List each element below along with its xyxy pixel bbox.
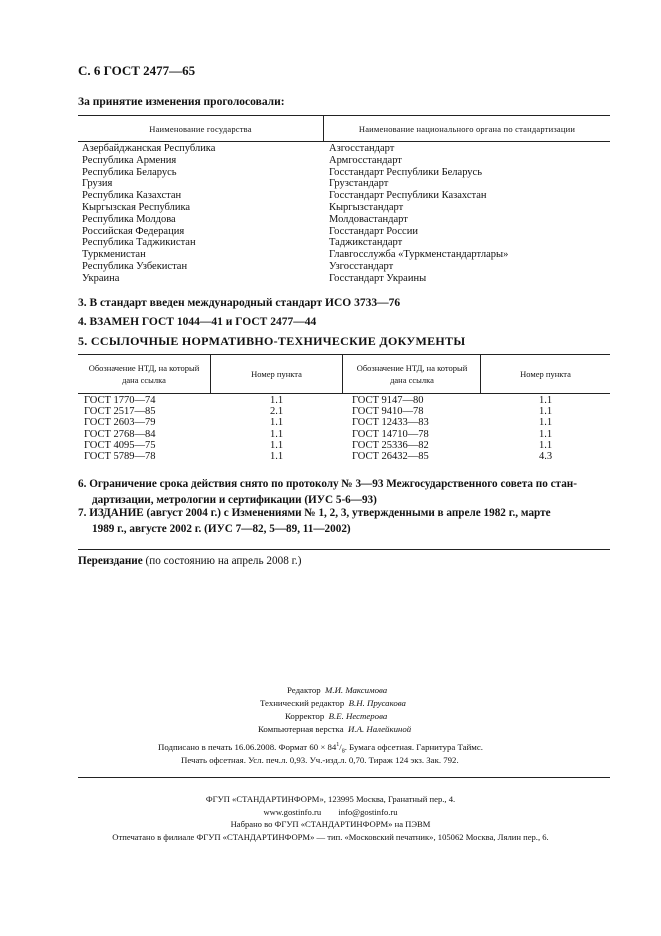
print-details-line-2: Печать офсетная. Усл. печ.л. 0,93. Уч.-изд.л. 0,70. Тираж 124 экз. Зак. 792. xyxy=(181,755,459,765)
format-text: Подписано в печать 16.06.2008. Формат 60 × 84 xyxy=(158,741,337,752)
vote-country-list xyxy=(82,143,322,285)
ref-doc: ГОСТ 26432—85 xyxy=(352,451,429,463)
ref-table-header-rule xyxy=(78,393,610,394)
ref-doc: ГОСТ 5789—78 xyxy=(84,451,156,463)
section-3: 3. В стандарт введен международный стандарт ИСО 3733—76 xyxy=(78,297,401,309)
section-5-title: 5. ССЫЛОЧНЫЕ НОРМАТИВНО-ТЕХНИЧЕСКИЕ ДОКУМЕНТЫ xyxy=(78,334,466,348)
publisher-address: ФГУП «СТАНДАРТИНФОРМ», 123995 Москва, Гранатный пер., 4. xyxy=(205,794,456,804)
publisher-footer xyxy=(0,793,661,843)
ref-doc: ГОСТ 12433—83 xyxy=(352,417,429,429)
section-6-line-1: 6. Ограничение срока действия снято по протоколу № 3—93 Межгосударственного совета по стан- xyxy=(78,478,577,490)
ref-table-top-rule xyxy=(78,354,610,355)
reprint-label: Переиздание xyxy=(78,555,143,567)
editor-name: М.И. Максимова xyxy=(325,685,388,695)
ref-right-doc-column xyxy=(352,395,478,462)
page-header: С. 6 ГОСТ 2477—65 xyxy=(78,63,196,78)
vote-country: Грузия xyxy=(82,178,113,190)
ref-doc: ГОСТ 9147—80 xyxy=(352,395,424,406)
ref-item: 1.1 xyxy=(269,439,284,451)
vote-country: Республика Армения xyxy=(82,154,177,166)
reprint-note xyxy=(78,555,301,567)
ref-doc: ГОСТ 2603—79 xyxy=(84,417,156,429)
vote-national-body: Госстандарт Республики Беларусь xyxy=(329,166,483,178)
ref-item: 1.1 xyxy=(269,428,284,440)
section-4: 4. ВЗАМЕН ГОСТ 1044—41 и ГОСТ 2477—44 xyxy=(78,316,317,328)
ref-doc: ГОСТ 9410—78 xyxy=(352,406,424,418)
vote-title: За принятие изменения проголосовали: xyxy=(78,96,285,108)
reprint-details: (по состоянию на апрель 2008 г.) xyxy=(142,555,302,567)
format-sub: 8 xyxy=(341,748,345,755)
ref-header-doc-right: Обозначение НТД, на который дана ссылка xyxy=(356,363,468,385)
ref-item: 1.1 xyxy=(538,395,553,406)
ref-doc: ГОСТ 25336—82 xyxy=(352,439,429,451)
format-sup: 1 xyxy=(336,742,340,748)
credit-corrector xyxy=(285,710,387,723)
vote-national-body: Таджикстандарт xyxy=(329,237,403,249)
ref-doc: ГОСТ 1770—74 xyxy=(84,395,156,406)
section-7-line-1: 7. ИЗДАНИЕ (август 2004 г.) с Изменениями № 1, 2, 3, утвержденными в апреле 1982 г., марте xyxy=(78,507,551,519)
vote-national-body: Госстандарт России xyxy=(329,225,418,237)
ref-right-item-column xyxy=(481,395,610,462)
publisher-contacts xyxy=(0,806,661,819)
ref-item: 1.1 xyxy=(269,417,284,429)
vote-country: Кыргызская Республика xyxy=(82,201,191,213)
format-slash: / xyxy=(339,741,342,752)
vote-country: Туркменистан xyxy=(82,249,146,261)
credit-editor xyxy=(287,684,387,697)
publisher-email: info@gostinfo.ru xyxy=(338,806,398,817)
layout-label: Компьютерная верстка xyxy=(258,724,344,734)
ref-left-doc-column xyxy=(84,395,208,462)
ref-item: 1.1 xyxy=(538,406,553,418)
vote-national-body: Армгосстандарт xyxy=(329,154,402,166)
vote-national-body: Молдовастандарт xyxy=(329,213,408,225)
vote-country: Республика Беларусь xyxy=(82,166,177,178)
credit-tech-editor xyxy=(260,697,406,710)
vote-country: Республика Казахстан xyxy=(82,190,182,202)
vote-national-body: Узгосстандарт xyxy=(329,260,394,272)
paper-text: . Бумага офсетная. Гарнитура Таймс. xyxy=(344,741,483,752)
vote-table-header-rule xyxy=(78,141,610,142)
corrector-name: В.Е. Нестерова xyxy=(328,711,388,721)
vote-country: Украина xyxy=(82,272,120,284)
ref-left-item-column xyxy=(211,395,342,462)
vote-country: Республика Молдова xyxy=(82,213,176,225)
editor-label: Редактор xyxy=(287,685,321,695)
ref-header-item-right: Номер пункта xyxy=(520,369,571,379)
ref-doc: ГОСТ 2768—84 xyxy=(84,428,156,440)
footer-rule xyxy=(78,777,610,778)
vote-national-body: Главгосслужба «Туркменстандартлары» xyxy=(329,249,509,261)
vote-table-top-rule xyxy=(78,115,610,116)
corrector-label: Корректор xyxy=(285,711,325,721)
section-6-line-2: дартизации, метрологии и сертификации (ИУС 5-6—93) xyxy=(92,493,377,506)
section-6 xyxy=(78,477,618,508)
section-7 xyxy=(78,506,618,537)
credit-layout xyxy=(258,723,411,736)
ref-item: 2.1 xyxy=(269,406,284,418)
ref-header-item-left: Номер пункта xyxy=(251,369,302,379)
typeset-note: Набрано во ФГУП «СТАНДАРТИНФОРМ» на ПЭВМ xyxy=(230,819,431,830)
vote-body-list xyxy=(329,143,609,285)
ref-doc: ГОСТ 4095—75 xyxy=(84,439,156,451)
section-7-line-2: 1989 г., августе 2002 г. (ИУС 7—82, 5—89, 11—2002) xyxy=(92,522,351,535)
vote-national-body: Кыргызстандарт xyxy=(329,201,404,213)
printed-note: Отпечатано в филиале ФГУП «СТАНДАРТИНФОРМ» — тип. «Московский печатник», 105062 Москва, Лялин пер., 6. xyxy=(112,831,549,842)
ref-table-divider-2 xyxy=(342,354,343,394)
ref-doc: ГОСТ 2517—85 xyxy=(84,406,156,418)
vote-col-country-header: Наименование государства xyxy=(149,124,252,134)
tech-editor-name: В.Н. Прусакова xyxy=(348,698,406,708)
ref-item: 1.1 xyxy=(538,428,553,440)
tech-editor-label: Технический редактор xyxy=(260,698,345,708)
vote-country: Республика Таджикистан xyxy=(82,237,196,249)
vote-country: Российская Федерация xyxy=(82,225,185,237)
ref-item: 1.1 xyxy=(269,395,284,406)
vote-national-body: Азгосстандарт xyxy=(329,143,395,154)
publisher-website: www.gostinfo.ru xyxy=(263,806,322,817)
ref-header-doc-left: Обозначение НТД, на который дана ссылка xyxy=(88,363,200,385)
reprint-rule xyxy=(78,549,610,550)
vote-national-body: Госстандарт Украины xyxy=(329,272,427,284)
ref-item: 1.1 xyxy=(538,439,553,451)
vote-country: Азербайджанская Республика xyxy=(82,143,216,154)
layout-name: И.А. Налейкиной xyxy=(348,724,412,734)
vote-col-body-header: Наименование национального органа по стандартизации xyxy=(358,124,576,134)
ref-item: 4.3 xyxy=(538,451,553,463)
ref-item: 1.1 xyxy=(269,451,284,463)
ref-item: 1.1 xyxy=(538,417,553,429)
ref-doc: ГОСТ 14710—78 xyxy=(352,428,429,440)
vote-country: Республика Узбекистан xyxy=(82,260,188,272)
vote-national-body: Грузстандарт xyxy=(329,178,389,190)
vote-national-body: Госстандарт Республики Казахстан xyxy=(329,190,487,202)
